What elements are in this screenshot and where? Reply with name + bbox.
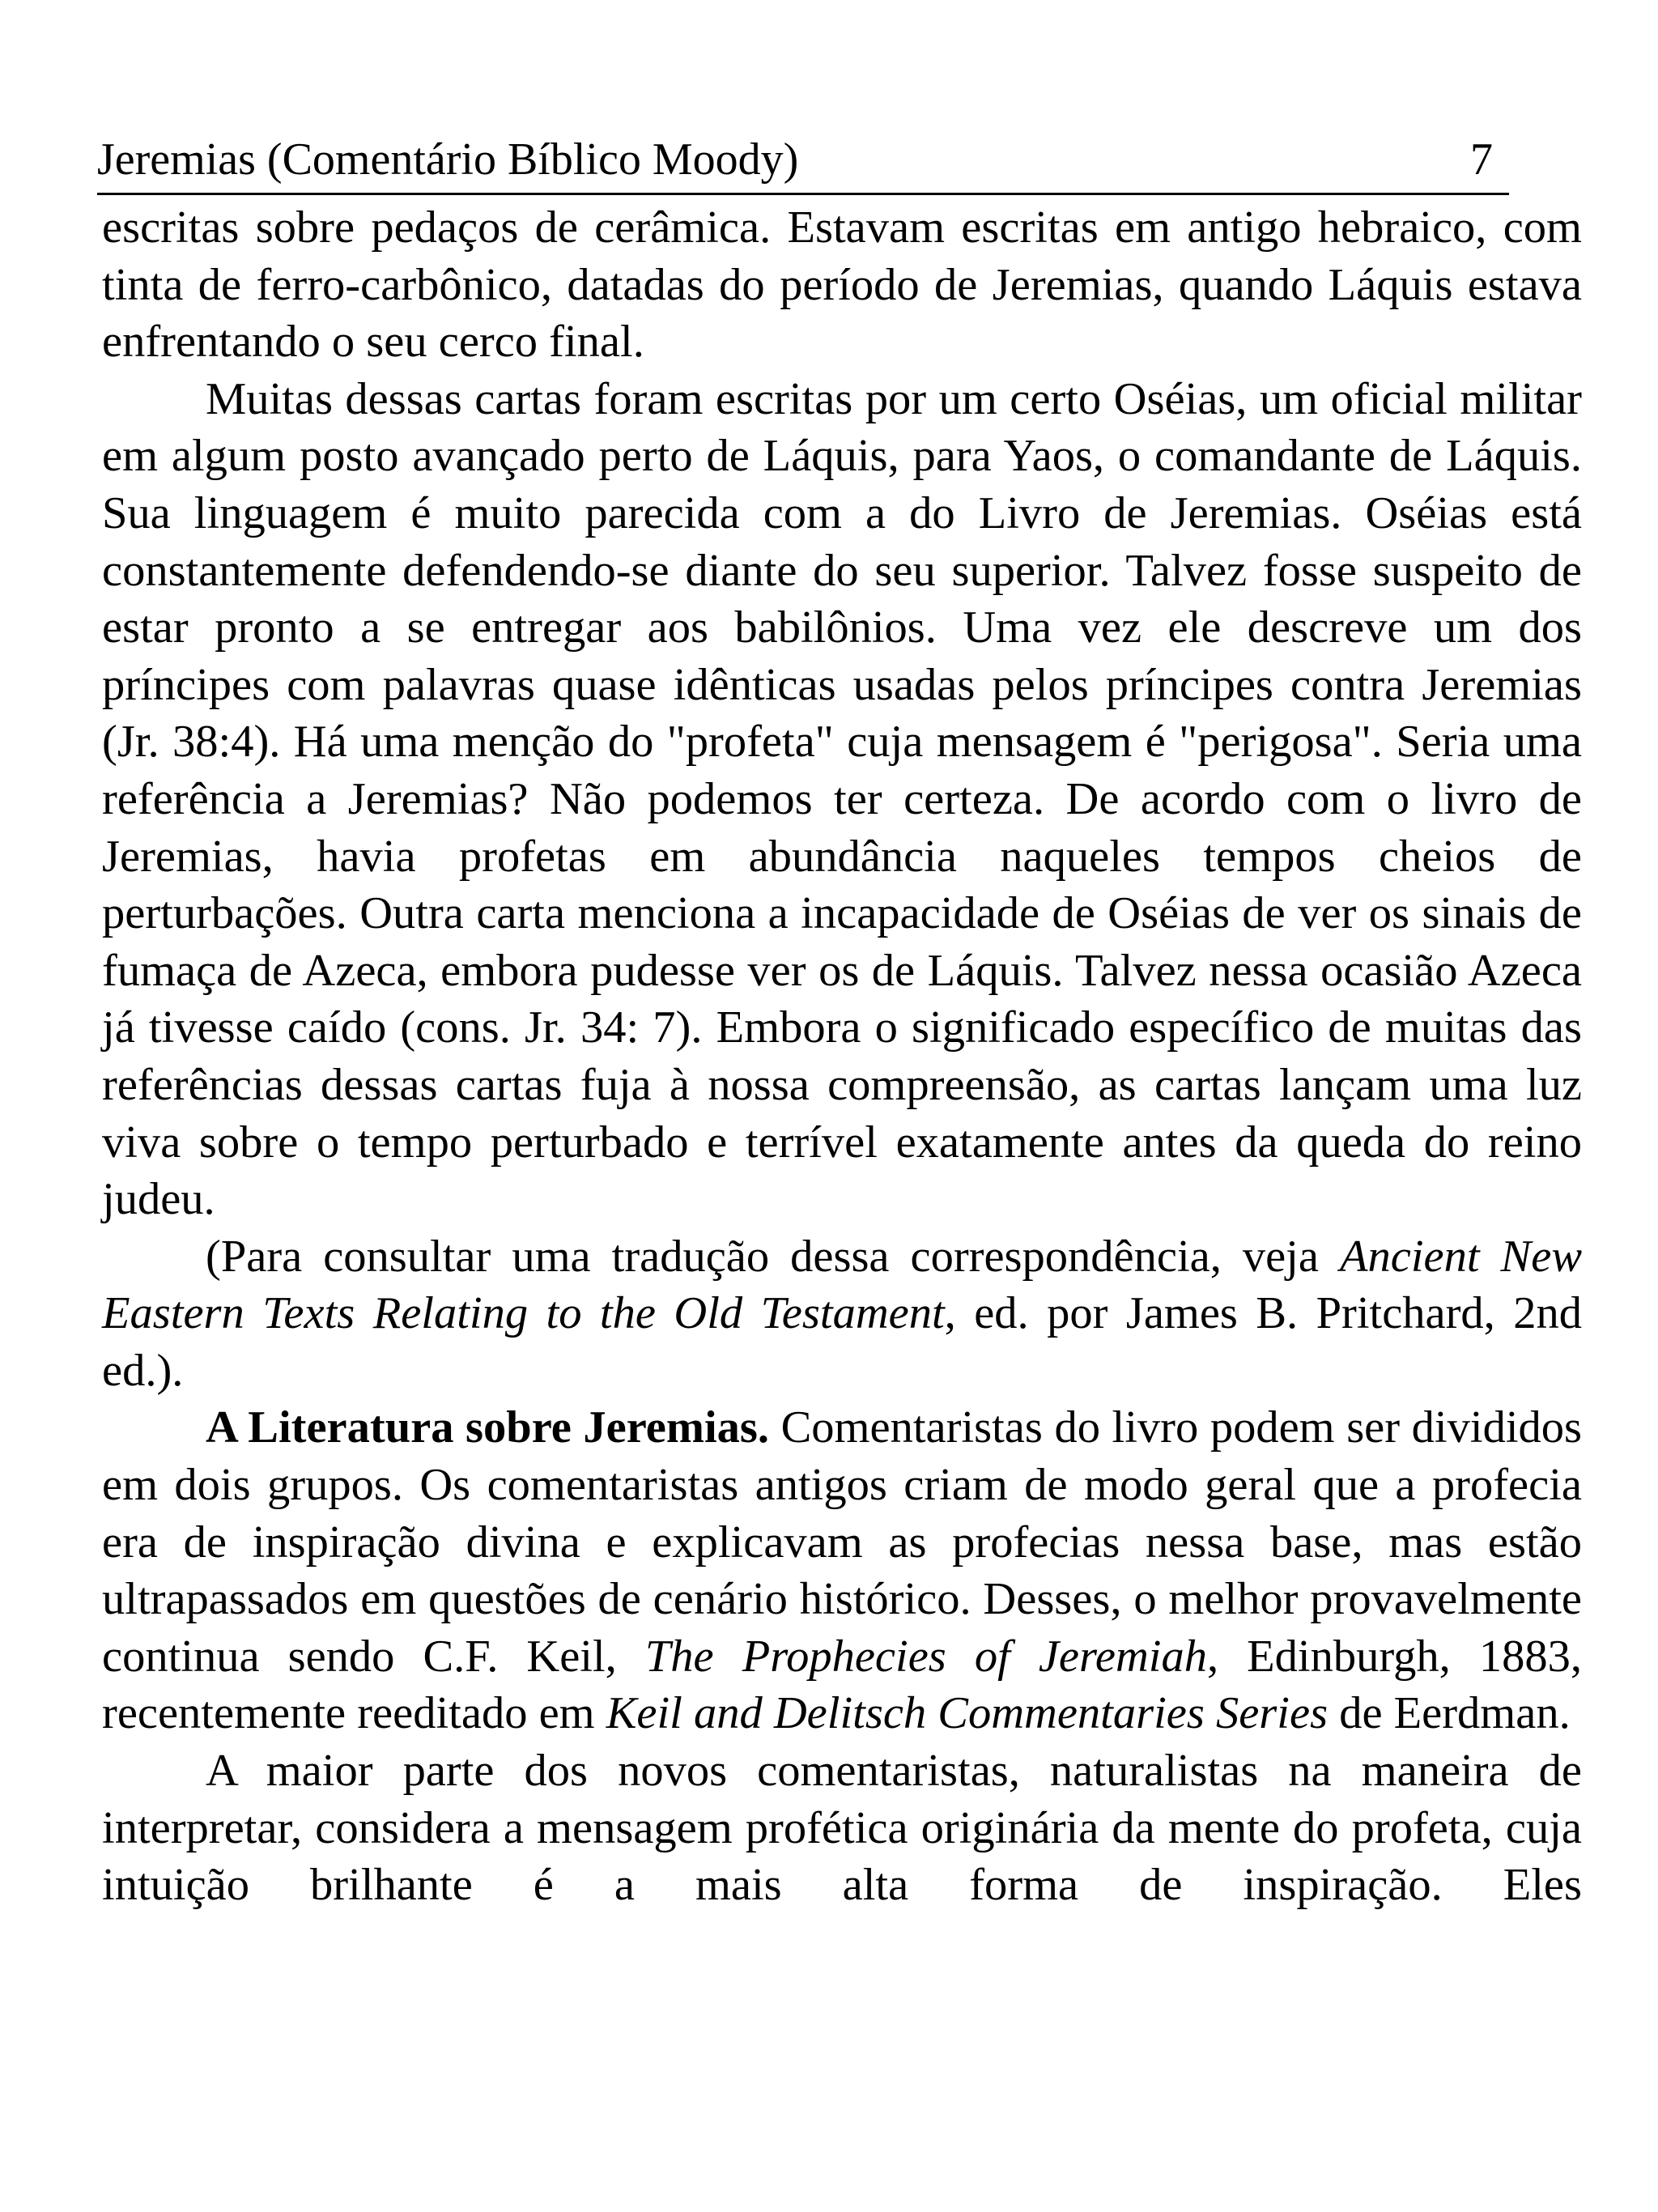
paragraph-continuation: escritas sobre pedaços de cerâmica. Estavam escritas em antigo hebraico, com tinta de ferro-carbônico, datadas do período de Jeremias, quando Láquis estava enfrentando o seu cerco final. [102, 202, 1582, 368]
literature-text-a: Comentaristas do livro podem ser divididos em dois grupos. Os comentaristas antigos criam de modo geral que a profecia era de inspiração divina e explicavam as profecias nessa base, mas estão ultrapassados em questões de cenário histórico. Desses, o melhor provavelmente continua sendo C.F. Keil, [102, 1402, 1582, 1682]
literature-text-b: , Edinburgh, 1883, recentemente reeditado em [102, 1631, 1582, 1739]
reference-book-title: Ancient New Eastern Texts Relating to the Old Testament [102, 1231, 1583, 1339]
reference-details: , ed. por James B. Pritchard, 2nd ed.). [102, 1288, 1582, 1396]
running-header [97, 131, 1509, 195]
literature-text-c: de Eerdman. [1328, 1688, 1571, 1739]
paragraph-translation-reference [102, 1228, 1582, 1400]
literature-title-keil: The Prophecies of Jeremiah [644, 1631, 1207, 1682]
section-heading: A Literatura sobre Jeremias. [206, 1402, 770, 1453]
book-title: Jeremias (Comentário Bíblico Moody) [97, 134, 799, 185]
paragraph-new-commentators: A maior parte dos novos comentaristas, naturalistas na maneira de interpretar, considera a mensagem profética originária da mente do profeta, cuja intuição brilhante é a mais alta forma de inspiração. Eles [102, 1746, 1582, 1911]
paragraph-lachish-letters: Muitas dessas cartas foram escritas por um certo Oséias, um oficial militar em algum posto avançado perto de Láquis, para Yaos, o comandante de Láquis. Sua linguagem é muito parecida com a do Livro de Jeremias. Oséias está constantemente defendendo-se diante do seu superior. Talvez fosse suspeito de estar pronto a se entregar aos babilônios. Uma vez ele descreve um dos príncipes com palavras quase idênticas usadas pelos príncipes contra Jeremias (Jr. 38:4). Há uma menção do "profeta" cuja mensagem é "perigosa". Seria uma referência a Jeremias? Não podemos ter certeza. De acordo com o livro de Jeremias, havia profetas em abundância naqueles tempos cheios de perturbações. Outra carta menciona a incapacidade de Oséias de ver os sinais de fumaça de Azeca, embora pudesse ver os de Láquis. Talvez nessa ocasião Azeca já tivesse caído (cons. Jr. 34: 7). Embora o significado específico de muitas das referências dessas cartas fuja à nossa compreensão, as cartas lançam uma luz viva sobre o tempo perturbado e terrível exatamente antes da queda do reino judeu. [102, 373, 1582, 1225]
body-text [102, 199, 1582, 1914]
reference-intro: (Para consultar uma tradução dessa correspondência, veja [206, 1231, 1340, 1282]
page-number: 7 [1470, 134, 1493, 185]
paragraph-literature [102, 1399, 1582, 1742]
literature-title-series: Keil and Delitsch Commentaries Series [606, 1688, 1329, 1739]
